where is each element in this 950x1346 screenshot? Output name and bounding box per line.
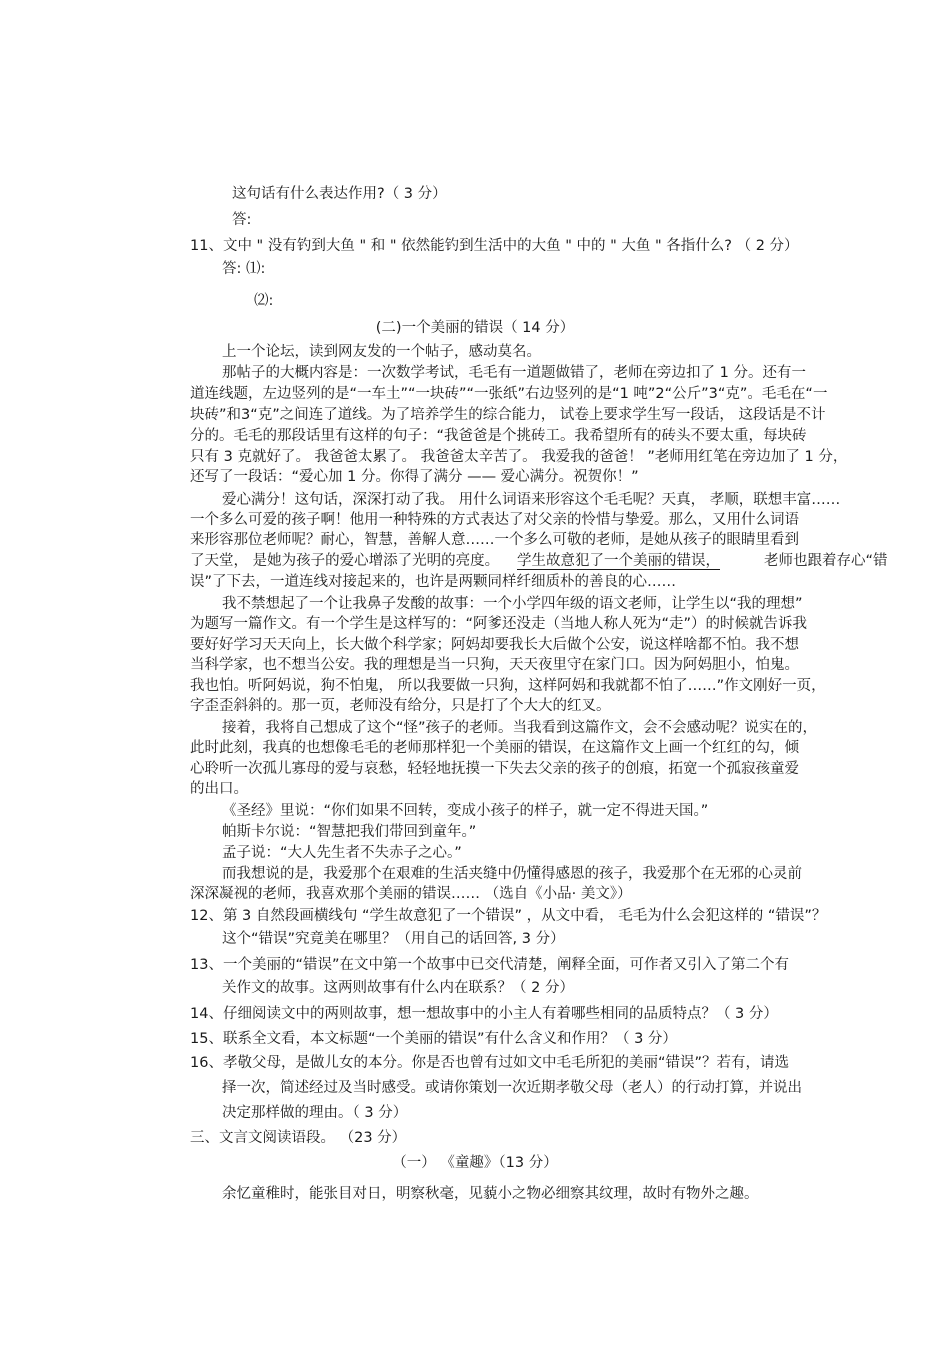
q10-answer-label: 答: [232, 212, 252, 228]
passage-line: 我不禁想起了一个让我鼻子发酸的故事：一个小学四年级的语文老师，让学生以“我的理想” [222, 596, 803, 612]
q14-question: 14、仔细阅读文中的两则故事，想一想故事中的小主人有着哪些相同的品质特点？（ 3 分） [190, 1006, 778, 1022]
passage-line: 而我想说的是，我爱那个在艰难的生活夹缝中仍懂得感恩的孩子，我爱那个在无邪的心灵前 [222, 866, 802, 882]
passage-2-title: (二)一个美丽的错误（ 14 分） [375, 320, 575, 336]
q13-question: 13、一个美丽的“错误”在文中第一个故事中已交代清楚，阐释全面，可作者又引入了第二个有 [190, 957, 789, 973]
passage-line: 爱心满分！这句话，深深打动了我。 用什么词语来形容这个毛毛呢？天真， 孝顺，联想丰富…… [222, 492, 841, 508]
q16-question: 16、孝敬父母，是做儿女的本分。你是否也曾有过如文中毛毛所犯的美丽“错误”？若有，请选 [190, 1055, 789, 1071]
q11-answer-2-label: ⑵: [254, 293, 274, 309]
underlined-key-sentence: 学生故意犯了一个美丽的错误， [517, 553, 720, 569]
passage-line: 帕斯卡尔说：“智慧把我们带回到童年。” [222, 824, 477, 840]
q10-question-line: 这句话有什么表达作用?（ 3 分） [232, 186, 447, 202]
passage-line: 一个多么可爱的孩子啊！他用一种特殊的方式表达了对父亲的怜惜与挚爱。那么，又用什么词语 [190, 512, 799, 528]
passage-line: 我也怕。听阿妈说，狗不怕鬼， 所以我要做一只狗，这样阿妈和我就都不怕了……”作文刚好一页， [190, 678, 826, 694]
passage-line: 的出口。 [190, 781, 248, 797]
passage-line: 当科学家，也不想当公安。我的理想是当一只狗，天天夜里守在家门口。因为阿妈胆小，怕鬼。 [190, 657, 799, 673]
passage-line: 分的。毛毛的那段话里有这样的句子：“我爸爸是个挑砖工。我希望所有的砖头不要太重，每块砖 [190, 428, 807, 444]
q16-question-cont: 决定那样做的理由。（ 3 分） [222, 1105, 408, 1121]
passage-line: 还写了一段话：“爱心加 1 分。你得了满分 —— 爱心满分。祝贺你！” [190, 469, 639, 485]
passage-line: 为题写一篇作文。有一个学生是这样写的：“阿爹还没走（当地人称人死为“走”）的时候就告诉我 [190, 616, 808, 632]
passage-line: 孟子说：“大人先生者不失赤子之心。” [222, 845, 462, 861]
q11-answer-1-label: 答: ⑴: [222, 261, 266, 277]
passage-line: 老师也跟着存心“错 [764, 553, 888, 569]
passage-line: 误”了下去，一道连线对接起来的，也许是两颗同样纤细质朴的善良的心…… [190, 574, 677, 590]
passage-line: 上一个论坛，读到网友发的一个帖子，感动莫名。 [222, 344, 541, 360]
q13-question-cont: 关作文的故事。这两则故事有什么内在联系？（ 2 分） [222, 980, 574, 996]
passage-line: 此时此刻，我真的也想像毛毛的老师那样犯一个美丽的错误，在这篇作文上画一个红红的勾，倾 [190, 740, 799, 756]
passage-line: 只有 3 克就好了。 我爸爸太累了。 我爸爸太辛苦了。 我爱我的爸爸！ ”老师用红笔在旁边加了 1 分， [190, 449, 848, 465]
passage-line: 要好好学习天天向上，长大做个科学家；阿妈却要我长大后做个公安，说这样啥都不怕。我不想 [190, 637, 799, 653]
passage-line: 心聆听一次孤儿寡母的爱与哀愁，轻轻地抚摸一下失去父亲的孩子的创痕，拓宽一个孤寂孩童爱 [190, 761, 799, 777]
q15-question: 15、联系全文看，本文标题“一个美丽的错误”有什么含义和作用？（ 3 分） [190, 1031, 677, 1047]
passage-line: 道连线题，左边竖列的是“一车土”“一块砖”“一张纸”右边竖列的是“1 吨”2“公斤”3“克”。毛毛在“一 [190, 386, 828, 402]
passage-line: 接着，我将自己想成了这个“怪”孩子的老师。当我看到这篇作文，会不会感动呢？说实在的， [222, 720, 818, 736]
q16-question-cont: 择一次，简述经过及当时感受。或请你策划一次近期孝敬父母（老人）的行动打算，并说出 [222, 1080, 802, 1096]
passage-line-source: 深深凝视的老师，我喜欢那个美丽的错误…… （选自《小品· 美文》） [190, 886, 632, 902]
classical-passage-line: 余忆童稚时，能张目对日，明察秋毫，见藐小之物必细察其纹理，故时有物外之趣。 [222, 1186, 759, 1202]
q11-question: 11、文中 " 没有钓到大鱼 " 和 " 依然能钓到生活中的大鱼 " 中的 " 大鱼 " 各指什么? （ 2 分） [190, 238, 799, 254]
passage-line: 那帖子的大概内容是：一次数学考试，毛毛有一道题做错了，老师在旁边扣了 1 分。还有一 [222, 365, 806, 381]
passage-line: 《圣经》里说：“你们如果不回转，变成小孩子的样子，就一定不得进天国。” [222, 803, 709, 819]
passage-line: 了天堂， 是她为孩子的爱心增添了光明的亮度。 [190, 553, 500, 569]
section-3-heading: 三、文言文阅读语段。 （23 分） [190, 1130, 407, 1146]
classical-passage-title: （一） 《童趣》（13 分） [392, 1155, 558, 1171]
passage-line: 块砖”和3“克”之间连了道线。为了培养学生的综合能力， 试卷上要求学生写一段话， 这段话是不计 [190, 407, 826, 423]
passage-line: 字歪歪斜斜的。那一页，老师没有给分，只是打了个大大的红叉。 [190, 698, 611, 714]
q12-question-cont: 这个“错误”究竟美在哪里？（用自己的话回答, 3 分） [222, 931, 565, 947]
q12-question: 12、第 3 自然段画横线句 “学生故意犯了一个错误” ，从文中看， 毛毛为什么会犯这样的 “错误”？ [190, 908, 827, 924]
passage-line: 来形容那位老师呢？耐心，智慧，善解人意……一个多么可敬的老师，是她从孩子的眼睛里看到 [190, 532, 799, 548]
